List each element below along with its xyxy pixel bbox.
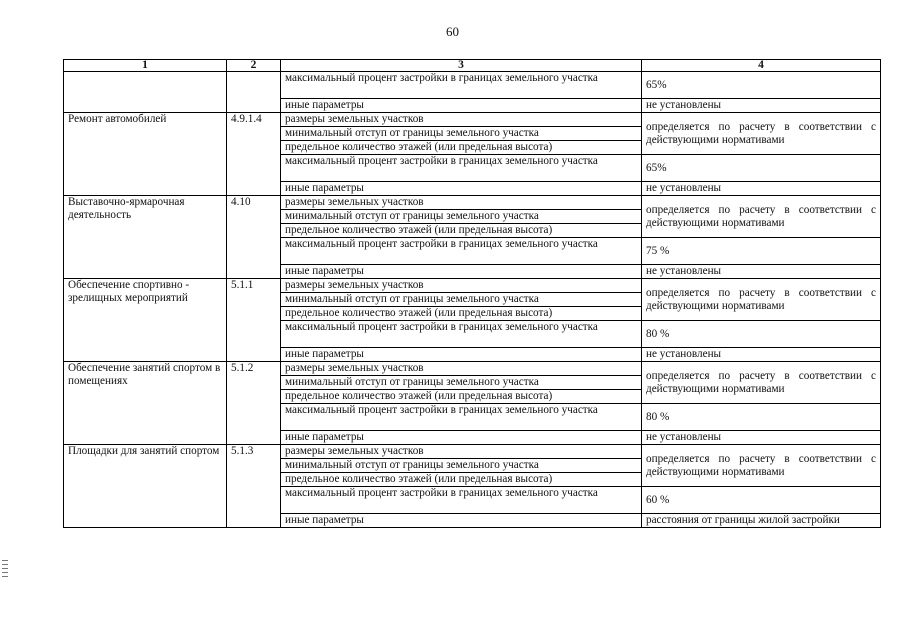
parameter-cell: минимальный отступ от границы земельного участка — [281, 376, 642, 390]
parameter-cell: размеры земельных участков — [281, 445, 642, 459]
parameter-cell: минимальный отступ от границы земельного участка — [281, 459, 642, 473]
value-cell: определяется по расчету в соответствии с действующими нормативами — [642, 445, 881, 487]
value-cell: определяется по расчету в соответствии с действующими нормативами — [642, 279, 881, 321]
parameter-cell: максимальный процент застройки в границах земельного участка — [281, 238, 642, 265]
value-cell: определяется по расчету в соответствии с действующими нормативами — [642, 113, 881, 155]
parameter-cell: максимальный процент застройки в границах земельного участка — [281, 487, 642, 514]
parameter-cell: максимальный процент застройки в границах земельного участка — [281, 72, 642, 99]
table-row — [64, 72, 881, 99]
value-cell: расстояния от границы жилой застройки — [642, 514, 881, 528]
value-cell: 60 % — [642, 487, 881, 514]
parameter-cell: иные параметры — [281, 182, 642, 196]
margin-mark — [2, 560, 8, 580]
value-cell: не установлены — [642, 182, 881, 196]
parameter-cell: предельное количество этажей (или предельная высота) — [281, 141, 642, 155]
use-name-cell: Площадки для занятий спортом — [64, 445, 227, 528]
column-header: 2 — [227, 60, 281, 72]
value-cell: 65% — [642, 72, 881, 99]
use-code-cell: 5.1.3 — [227, 445, 281, 528]
parameter-cell: минимальный отступ от границы земельного участка — [281, 127, 642, 141]
use-name-cell: Ремонт автомобилей — [64, 113, 227, 196]
parameter-cell: размеры земельных участков — [281, 113, 642, 127]
parameter-cell: размеры земельных участков — [281, 362, 642, 376]
column-header: 4 — [642, 60, 881, 72]
use-code-cell: 5.1.2 — [227, 362, 281, 445]
value-cell: 65% — [642, 155, 881, 182]
use-name-cell: Выставочно-ярмарочная деятельность — [64, 196, 227, 279]
parameter-cell: минимальный отступ от границы земельного участка — [281, 293, 642, 307]
parameter-cell: иные параметры — [281, 265, 642, 279]
table-row — [64, 445, 881, 459]
page-number: 60 — [446, 24, 459, 39]
parameter-cell: иные параметры — [281, 99, 642, 113]
table-row — [64, 113, 881, 127]
use-code-cell — [227, 72, 281, 113]
use-name-cell: Обеспечение спортивно - зрелищных мероприятий — [64, 279, 227, 362]
value-cell: 80 % — [642, 404, 881, 431]
use-code-cell: 4.10 — [227, 196, 281, 279]
table-row — [64, 362, 881, 376]
value-cell: не установлены — [642, 265, 881, 279]
land-use-parameters-table — [63, 59, 881, 528]
parameter-cell: иные параметры — [281, 431, 642, 445]
parameter-cell: размеры земельных участков — [281, 279, 642, 293]
value-cell: не установлены — [642, 99, 881, 113]
parameter-cell: предельное количество этажей (или предельная высота) — [281, 390, 642, 404]
value-cell: определяется по расчету в соответствии с действующими нормативами — [642, 196, 881, 238]
parameter-cell: иные параметры — [281, 348, 642, 362]
use-code-cell: 5.1.1 — [227, 279, 281, 362]
value-cell: определяется по расчету в соответствии с действующими нормативами — [642, 362, 881, 404]
parameter-cell: предельное количество этажей (или предельная высота) — [281, 224, 642, 238]
column-header: 3 — [281, 60, 642, 72]
header-row — [64, 60, 881, 72]
use-name-cell: Обеспечение занятий спортом в помещениях — [64, 362, 227, 445]
use-code-cell: 4.9.1.4 — [227, 113, 281, 196]
parameter-cell: максимальный процент застройки в границах земельного участка — [281, 321, 642, 348]
parameter-cell: предельное количество этажей (или предельная высота) — [281, 473, 642, 487]
parameter-cell: максимальный процент застройки в границах земельного участка — [281, 404, 642, 431]
parameter-cell: иные параметры — [281, 514, 642, 528]
table-row — [64, 196, 881, 210]
parameter-cell: минимальный отступ от границы земельного участка — [281, 210, 642, 224]
table-row — [64, 279, 881, 293]
parameter-cell: предельное количество этажей (или предельная высота) — [281, 307, 642, 321]
value-cell: не установлены — [642, 431, 881, 445]
value-cell: 80 % — [642, 321, 881, 348]
parameter-cell: максимальный процент застройки в границах земельного участка — [281, 155, 642, 182]
value-cell: 75 % — [642, 238, 881, 265]
column-header: 1 — [64, 60, 227, 72]
value-cell: не установлены — [642, 348, 881, 362]
parameter-cell: размеры земельных участков — [281, 196, 642, 210]
use-name-cell — [64, 72, 227, 113]
